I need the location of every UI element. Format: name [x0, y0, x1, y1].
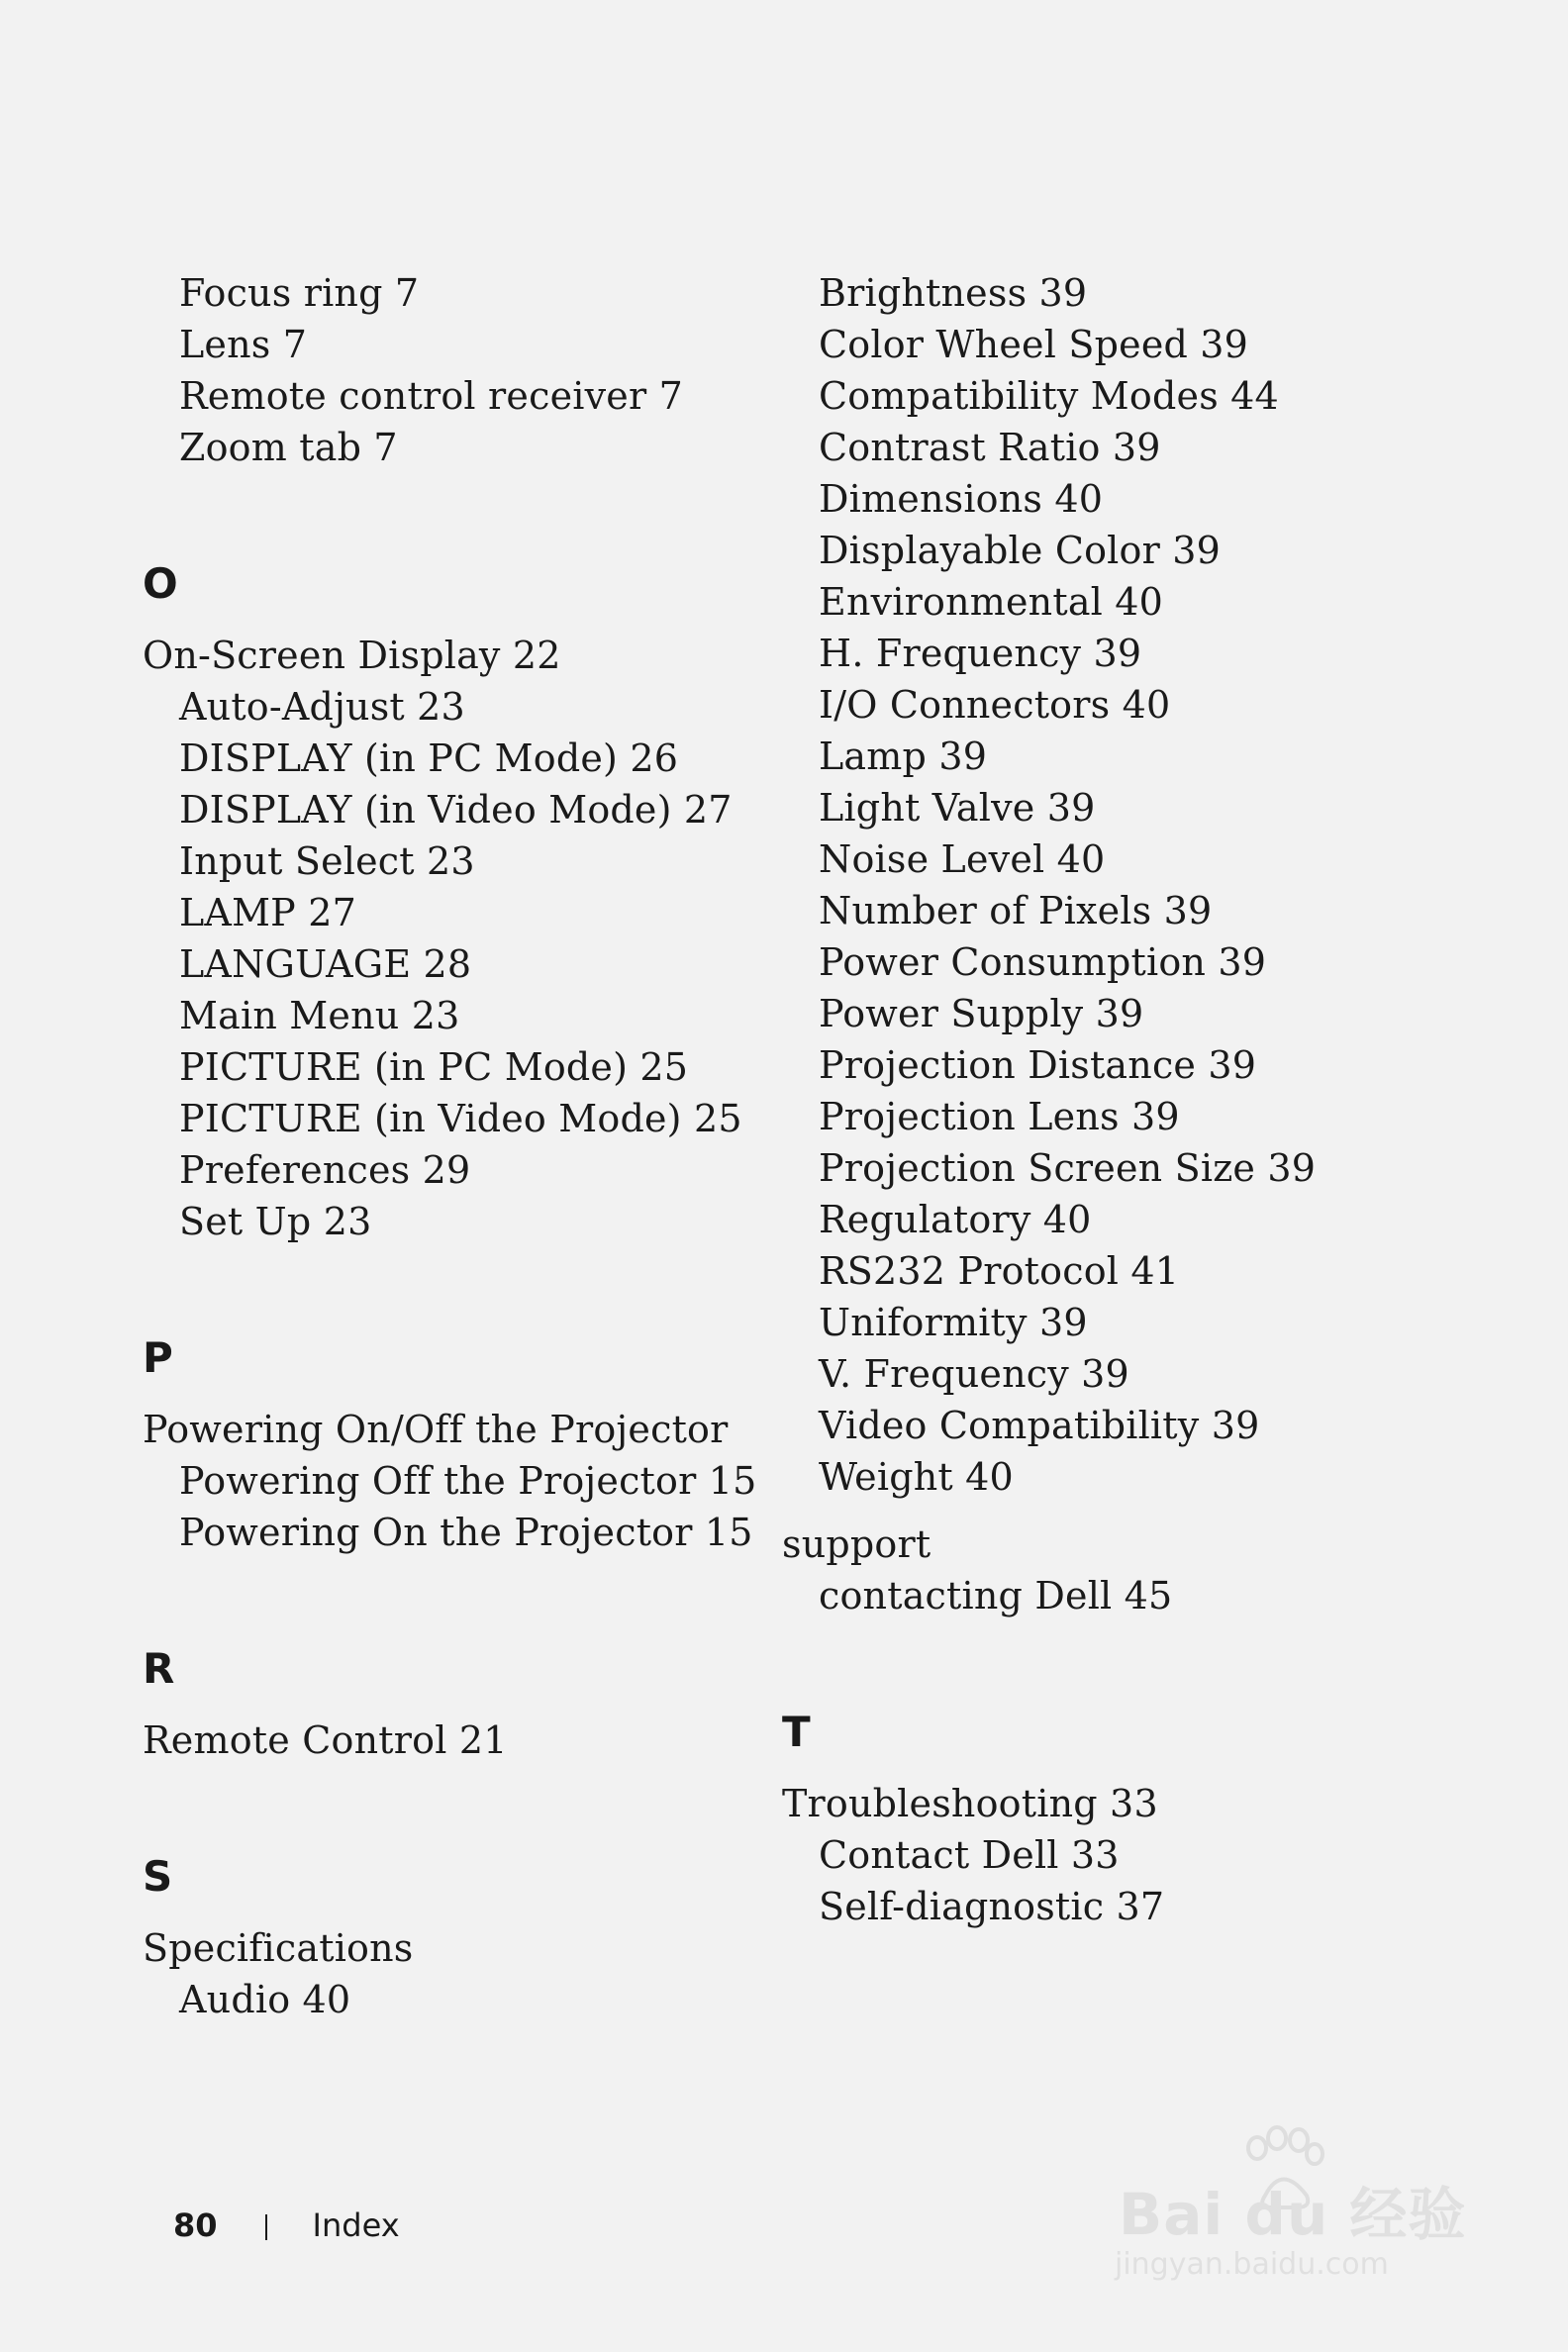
index-entry: LAMP 27 [179, 891, 356, 934]
index-entry: Main Menu 23 [179, 994, 460, 1037]
index-entry: Color Wheel Speed 39 [819, 323, 1249, 366]
left-column [143, 267, 757, 2025]
index-entry: V. Frequency 39 [819, 1352, 1129, 1396]
index-entry: Zoom tab 7 [179, 426, 398, 469]
index-entry: Self-diagnostic 37 [819, 1885, 1165, 1928]
index-entry: Environmental 40 [819, 580, 1164, 624]
index-entry: Set Up 23 [179, 1200, 372, 1243]
index-entry: Brightness 39 [819, 271, 1088, 315]
index-entry: Power Supply 39 [819, 992, 1144, 1035]
index-entry-main: support [782, 1522, 931, 1566]
index-entry-main: On-Screen Display 22 [143, 634, 561, 677]
section-letter-s: S [143, 1852, 173, 1901]
index-entry: contacting Dell 45 [819, 1574, 1173, 1617]
index-entry: I/O Connectors 40 [819, 683, 1171, 727]
footer-section-name: Index [312, 2206, 400, 2244]
footer-separator [265, 2214, 267, 2240]
index-entry: Remote control receiver 7 [179, 374, 683, 418]
index-entry: Dimensions 40 [819, 477, 1104, 521]
index-entry: Weight 40 [819, 1455, 1014, 1499]
index-entry: Power Consumption 39 [819, 940, 1267, 984]
index-entry: Lamp 39 [819, 735, 988, 778]
index-entry: Number of Pixels 39 [819, 889, 1213, 932]
index-entry: Light Valve 39 [819, 786, 1096, 830]
index-entry: Powering On the Projector 15 [179, 1511, 753, 1554]
section-letter-t: T [782, 1708, 811, 1756]
index-entry: Video Compatibility 39 [819, 1404, 1260, 1447]
index-entry: Displayable Color 39 [819, 529, 1222, 572]
index-entry: H. Frequency 39 [819, 632, 1142, 675]
section-letter-o: O [143, 559, 178, 608]
top-entries [143, 267, 736, 473]
index-entry: Projection Screen Size 39 [819, 1146, 1317, 1190]
index-entry: Uniformity 39 [819, 1301, 1088, 1344]
index-entry: Preferences 29 [179, 1148, 471, 1192]
index-entry: Projection Lens 39 [819, 1095, 1180, 1138]
index-entry: Lens 7 [179, 323, 308, 366]
page-footer [173, 2205, 400, 2245]
index-entry: Audio 40 [179, 1978, 351, 2021]
index-entry: PICTURE (in PC Mode) 25 [179, 1045, 689, 1089]
index-entry-main: Specifications [143, 1926, 414, 1970]
right-column [782, 267, 1475, 1932]
index-entry: Focus ring 7 [179, 271, 420, 315]
index-entry: RS232 Protocol 41 [819, 1249, 1180, 1293]
index-entry: Input Select 23 [179, 839, 475, 883]
index-entry: DISPLAY (in PC Mode) 26 [179, 736, 679, 780]
section-letter-r: R [143, 1644, 175, 1693]
index-entry-main: Troubleshooting 33 [782, 1782, 1158, 1825]
watermark-brand: Bai du 经验 [1119, 2181, 1467, 2248]
index-entry: Compatibility Modes 44 [819, 374, 1279, 418]
page-number: 80 [173, 2206, 218, 2244]
index-entry-main: Remote Control 21 [143, 1718, 508, 1762]
index-entry: Contrast Ratio 39 [819, 426, 1161, 469]
index-entry: Projection Distance 39 [819, 1043, 1257, 1087]
watermark-url: jingyan.baidu.com [1115, 2247, 1389, 2282]
index-entry: DISPLAY (in Video Mode) 27 [179, 788, 733, 832]
section-letter-p: P [143, 1333, 173, 1382]
index-entry: Noise Level 40 [819, 837, 1106, 881]
index-entry: PICTURE (in Video Mode) 25 [179, 1097, 742, 1140]
index-entry-main: Powering On/Off the Projector [143, 1408, 729, 1451]
index-entry: LANGUAGE 28 [179, 942, 472, 986]
index-entry: Regulatory 40 [819, 1198, 1092, 1241]
baidu-watermark-logo [1109, 2108, 1495, 2297]
index-entry: Powering Off the Projector 15 [179, 1459, 757, 1503]
index-entry: Auto-Adjust 23 [179, 685, 465, 729]
index-entry: Contact Dell 33 [819, 1833, 1120, 1877]
